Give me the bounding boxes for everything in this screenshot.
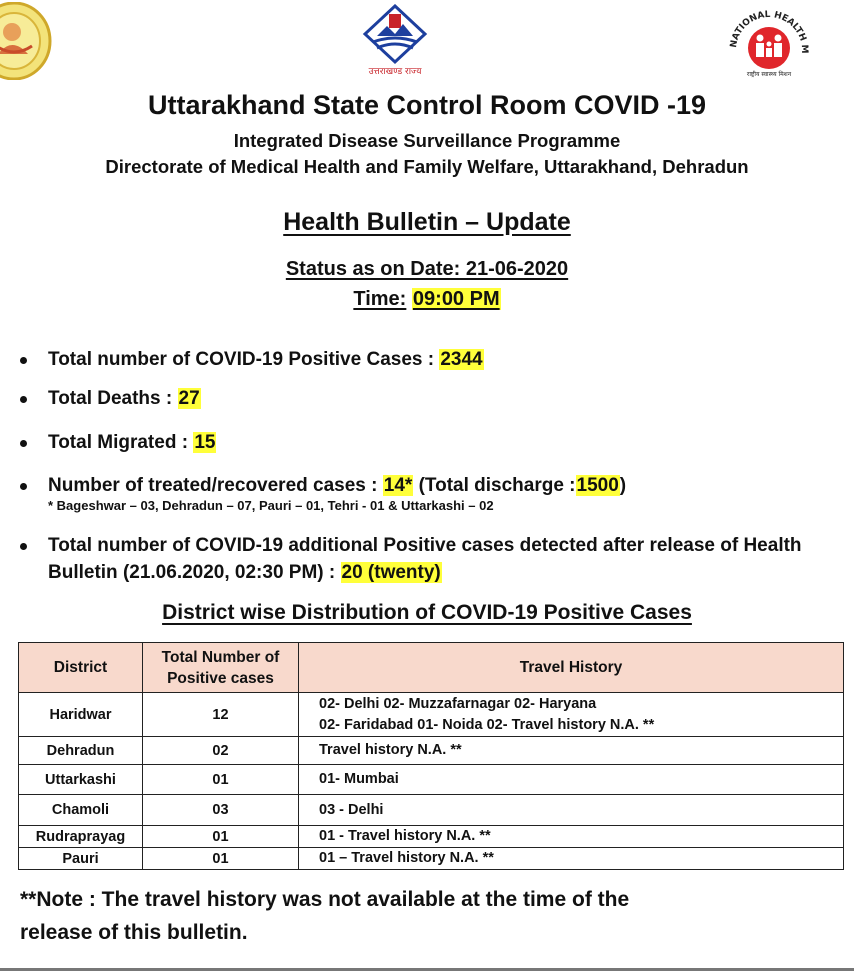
history-line1: 02- Delhi 02- Muzzafarnagar 02- Haryana — [319, 695, 597, 712]
programme-subtitle: Integrated Disease Surveillance Programme — [233, 130, 621, 151]
note-line2: release of this bulletin. — [20, 921, 248, 944]
bulletin-heading — [0, 208, 854, 237]
header-count — [143, 643, 299, 693]
discharge-open: (Total discharge : — [418, 475, 576, 496]
deaths-value: 27 — [178, 388, 200, 409]
bullet-dot — [20, 396, 27, 403]
table-heading — [0, 601, 854, 625]
directorate-subtitle: Directorate of Medical Health and Family Welfare, Uttarakhand, Dehradun — [105, 156, 749, 177]
bullet-dot — [20, 543, 27, 550]
recovered-label: Number of treated/recovered cases : — [48, 475, 378, 496]
positive-label: Total number of COVID-19 Positive Cases : — [48, 349, 435, 370]
note-line1: **Note : The travel history was not available at the time of the — [20, 888, 630, 911]
header-count-line2: Positive cases — [167, 669, 274, 687]
travel-note — [20, 883, 800, 949]
table-title: District wise Distribution of COVID-19 Positive Cases — [162, 601, 692, 624]
table-row — [19, 848, 844, 870]
additional-label-line2: Bulletin (21.06.2020, 02:30 PM) : — [48, 562, 336, 583]
cell-history — [299, 693, 844, 737]
header-count-line1: Total Number of — [161, 648, 280, 666]
cell-history: 01 – Travel history N.A. ** — [299, 848, 844, 870]
additional-label-line1: Total number of COVID-19 additional Positive cases detected after release of Health — [48, 535, 802, 556]
cell-district: Dehradun — [19, 737, 143, 765]
cell-count: 01 — [143, 848, 299, 870]
bullet-dot — [20, 357, 27, 364]
discharge-close: ) — [619, 475, 627, 496]
table-row — [19, 737, 844, 765]
status-date-text: Status as on Date: 21-06-2020 — [285, 258, 569, 280]
cell-district: Haridwar — [19, 693, 143, 737]
cell-history: 01 - Travel history N.A. ** — [299, 826, 844, 848]
nhm-ring-text: NATIONAL HEALTH M — [728, 9, 810, 54]
deaths-label: Total Deaths : — [48, 388, 173, 409]
cell-count: 01 — [143, 826, 299, 848]
bulletin-title: Health Bulletin – Update — [283, 208, 571, 236]
table-row — [19, 693, 844, 737]
cell-history: 03 - Delhi — [299, 795, 844, 826]
migrated-label: Total Migrated : — [48, 432, 189, 453]
cell-count: 01 — [143, 765, 299, 795]
status-date — [0, 258, 854, 281]
cell-district: Uttarkashi — [19, 765, 143, 795]
page-title: Uttarakhand State Control Room COVID -19 — [147, 90, 707, 120]
table-header-row — [19, 643, 844, 693]
header-district: District — [19, 643, 143, 693]
status-time — [0, 288, 854, 311]
district-table — [18, 642, 844, 870]
time-value: 09:00 PM — [412, 288, 500, 310]
district-logo — [0, 2, 54, 80]
header-travel-history: Travel History — [299, 643, 844, 693]
bullet-dot — [20, 483, 27, 490]
discharge-value: 1500 — [576, 475, 619, 496]
cell-history: Travel history N.A. ** — [299, 737, 844, 765]
cell-count: 12 — [143, 693, 299, 737]
cell-district: Chamoli — [19, 795, 143, 826]
cell-history: 01- Mumbai — [299, 765, 844, 795]
cell-count: 03 — [143, 795, 299, 826]
cell-count: 02 — [143, 737, 299, 765]
migrated-value: 15 — [194, 432, 216, 453]
bullet-dot — [20, 440, 27, 447]
additional-value: 20 (twenty) — [341, 562, 441, 583]
table-row — [19, 795, 844, 826]
recovered-value: 14* — [383, 475, 413, 496]
table-row — [19, 826, 844, 848]
history-line2: 02- Faridabad 01- Noida 02- Travel history N.A. ** — [319, 716, 655, 733]
bottom-divider — [0, 968, 854, 971]
table-row — [19, 765, 844, 795]
recovered-footnote: * Bageshwar – 03, Dehradun – 07, Pauri – 01, Tehri - 01 & Uttarkashi – 02 — [48, 498, 494, 513]
emblem-caption: उत्तराखण्ड राज्य — [368, 67, 422, 77]
nhm-logo — [722, 6, 816, 78]
nhm-caption: राष्ट्रीय स्वास्थ्य मिशन — [746, 71, 792, 78]
cell-district: Rudraprayag — [19, 826, 143, 848]
time-label: Time: — [353, 288, 407, 310]
uttarakhand-emblem — [355, 4, 435, 78]
positive-value: 2344 — [440, 349, 483, 370]
cell-district: Pauri — [19, 848, 143, 870]
